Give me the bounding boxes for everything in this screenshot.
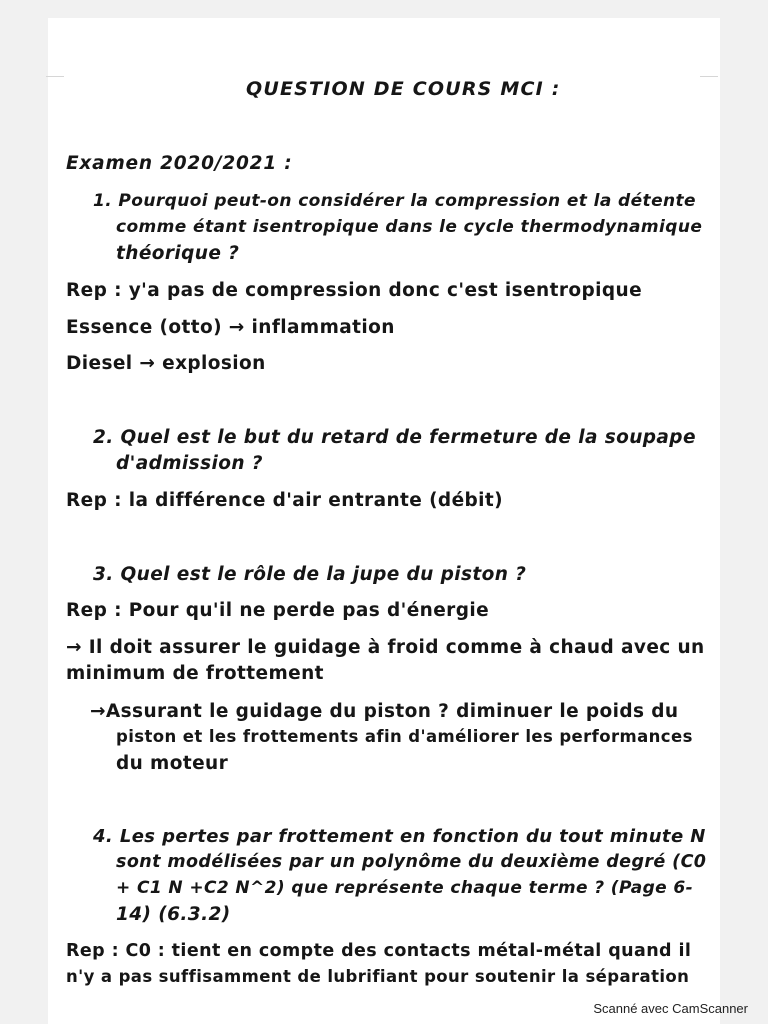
answer-1-line-1: Rep : y'a pas de compression donc c'est isentropique <box>66 280 643 301</box>
answer-3-line-6: du moteur <box>116 753 229 774</box>
question-2-line-2: d'admission ? <box>116 453 263 474</box>
answer-4-line-1: Rep : C0 : tient en compte des contacts métal-métal quand il <box>66 941 692 961</box>
question-4-line-4: 14) (6.3.2) <box>116 904 231 925</box>
answer-4-line-2: n'y a pas suffisamment de lubrifiant pour soutenir la séparation <box>66 967 690 986</box>
question-4-line-2: sont modélisées par un polynôme du deuxième degré (C0 <box>116 852 707 872</box>
scan-edge-mark-left <box>46 76 64 77</box>
question-4-line-3: + C1 N +C2 N^2) que représente chaque terme ? (Page 6- <box>116 878 694 898</box>
answer-3-line-5: piston et les frottements afin d'améliorer les performances <box>116 727 693 746</box>
answer-3-line-4: →Assurant le guidage du piston ? diminuer le poids du <box>90 701 679 722</box>
answer-1-line-3: Diesel → explosion <box>66 353 266 374</box>
answer-3-line-1: Rep : Pour qu'il ne perde pas d'énergie <box>66 600 490 621</box>
answer-3-line-3: minimum de frottement <box>66 663 324 684</box>
question-3-line-1: 3. Quel est le rôle de la jupe du piston ? <box>93 564 527 585</box>
scanner-watermark: Scanné avec CamScanner <box>593 1001 748 1016</box>
answer-2-line-1: Rep : la différence d'air entrante (débit) <box>66 490 503 511</box>
question-1-line-3: théorique ? <box>116 243 240 264</box>
answer-1-line-2: Essence (otto) → inflammation <box>66 317 395 338</box>
question-4-line-1: 4. Les pertes par frottement en fonction du tout minute N <box>93 826 706 847</box>
document-title: QUESTION DE COURS MCI : <box>246 78 561 100</box>
scan-edge-mark-right <box>700 76 718 77</box>
question-2-line-1: 2. Quel est le but du retard de fermeture de la soupape <box>93 427 696 448</box>
question-1-line-1: 1. Pourquoi peut-on considérer la compression et la détente <box>93 191 696 211</box>
exam-heading: Examen 2020/2021 : <box>66 153 293 174</box>
answer-3-line-2: → Il doit assurer le guidage à froid comme à chaud avec un <box>66 637 705 658</box>
question-1-line-2: comme étant isentropique dans le cycle thermodynamique <box>116 217 703 237</box>
